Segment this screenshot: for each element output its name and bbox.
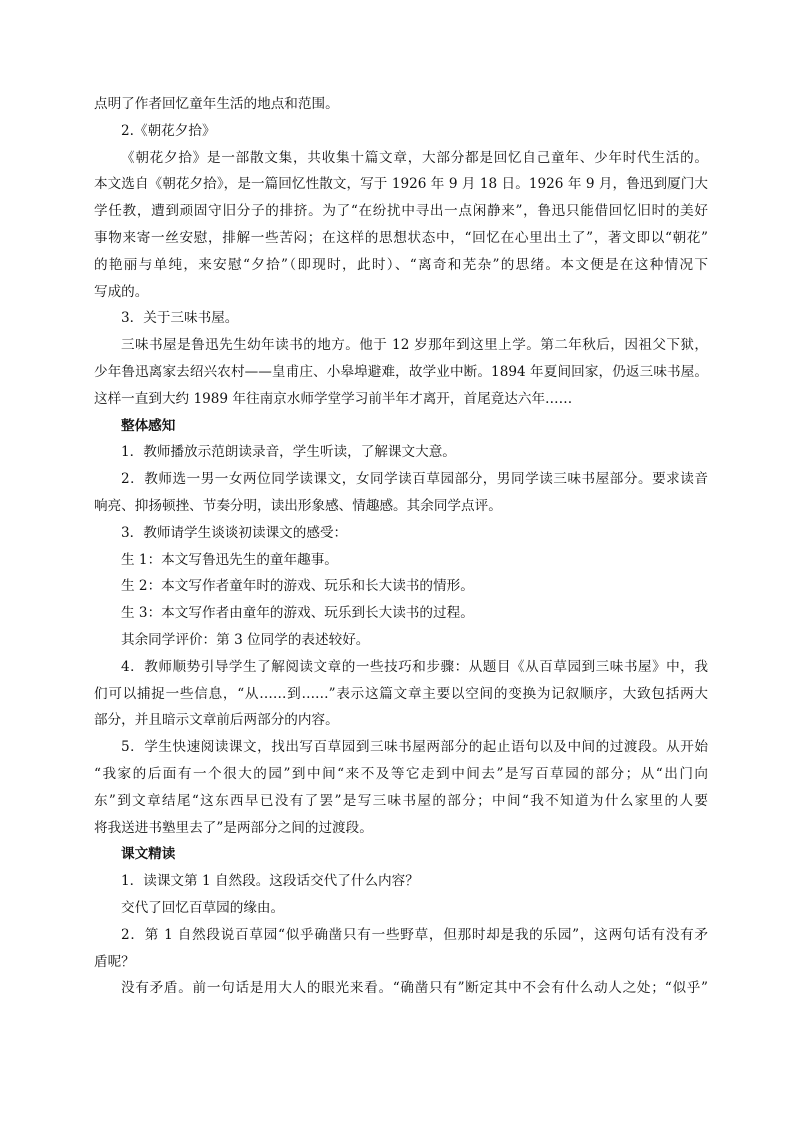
text-line: 学任教，遭到顽固守旧分子的排挤。为了“在纷扰中寻出一点闲静来”，鲁迅只能借回忆旧时的美好 xyxy=(94,203,708,220)
text-line: “我家的后面有一个很大的园”到中间“来不及等它走到中间去”是写百草园的部分；从“出门向 xyxy=(94,765,708,782)
text-line: 的艳丽与单纯，来安慰“夕拾”（即现时，此时）、“离奇和芜杂”的思绪。本文便是在这种情况下 xyxy=(94,256,708,273)
text-line: 1．教师播放示范朗读录音，学生听读，了解课文大意。 xyxy=(121,444,456,461)
text-line: 生 2：本文写作者童年时的游戏、玩乐和长大读书的情形。 xyxy=(121,578,474,595)
text-line: 交代了回忆百草园的缘由。 xyxy=(121,899,285,916)
text-line: 写成的。 xyxy=(94,283,149,300)
text-line: 《朝花夕拾》是一部散文集，共收集十篇文章，大部分都是回忆自己童年、少年时代生活的。 xyxy=(121,149,708,166)
text-line: 东”到文章结尾“这东西早已没有了罢”是写三味书屋的部分；中间“我不知道为什么家里的人要 xyxy=(94,792,708,809)
text-line: 没有矛盾。前一句话是用大人的眼光来看。“确凿只有”断定其中不会有什么动人之处；“似乎” xyxy=(121,980,708,997)
text-line: 2．第 1 自然段说百草园“似乎确凿只有一些野草，但那时却是我的乐园”，这两句话有没有矛 xyxy=(121,926,708,943)
text-line: 这样一直到大约 1989 年往南京水师学堂学习前半年才离开，首尾竟达六年…… xyxy=(94,390,573,407)
text-line: 点明了作者回忆童年生活的地点和范围。 xyxy=(94,96,339,112)
text-line: 响亮、抑扬顿挫、节奏分明，读出形象感、情趣感。其余同学点评。 xyxy=(94,497,502,514)
text-line: 生 3：本文写作者由童年的游戏、玩乐到长大读书的过程。 xyxy=(121,605,474,622)
document-page xyxy=(94,91,708,1002)
section-heading: 整体感知 xyxy=(121,417,176,434)
text-line: 4．教师顺势引导学生了解阅读文章的一些技巧和步骤：从题目《从百草园到三味书屋》中，我 xyxy=(121,658,708,675)
text-line: 三味书屋是鲁迅先生幼年读书的地方。他于 12 岁那年到这里上学。第二年秋后，因祖父下狱， xyxy=(121,337,708,354)
text-line: 少年鲁迅离家去绍兴农村——皇甫庄、小皋埠避难，故学业中断。1894 年夏间回家，仍返三味书屋。 xyxy=(94,363,708,380)
text-line: 1．读课文第 1 自然段。这段话交代了什么内容？ xyxy=(121,873,419,890)
text-line: 将我送进书塾里去了”是两部分之间的过渡段。 xyxy=(94,819,373,836)
section-heading: 课文精读 xyxy=(121,846,176,863)
text-line: 们可以捕捉一些信息，“从……到……”表示这篇文章主要以空间的变换为记叙顺序，大致包括两大 xyxy=(94,685,708,702)
text-line: 部分，并且暗示文章前后两部分的内容。 xyxy=(94,712,339,729)
text-line: 其余同学评价：第 3 位同学的表述较好。 xyxy=(121,631,370,648)
text-line: 生 1：本文写鲁迅先生的童年趣事。 xyxy=(121,551,338,568)
text-line: 3．教师请学生谈谈初读课文的感受： xyxy=(121,524,348,541)
text-line: 2.《朝花夕拾》 xyxy=(121,122,216,139)
text-line: 事物来寄一丝安慰，排解一些苦闷；在这样的思想状态中，“回忆在心里出土了”，著文即以“朝花” xyxy=(94,229,708,246)
text-line: 2．教师选一男一女两位同学读课文，女同学读百草园部分，男同学读三味书屋部分。要求读音 xyxy=(121,471,708,488)
text-line: 5．学生快速阅读课文，找出写百草园到三味书屋两部分的起止语句以及中间的过渡段。从开始 xyxy=(121,739,708,756)
text-line: 本文选自《朝花夕拾》，是一篇回忆性散文，写于 1926 年 9 月 18 日。1926 年 9 月，鲁迅到厦门大 xyxy=(94,176,708,193)
text-line: 盾呢？ xyxy=(94,953,135,970)
text-line: 3．关于三味书屋。 xyxy=(121,310,239,327)
